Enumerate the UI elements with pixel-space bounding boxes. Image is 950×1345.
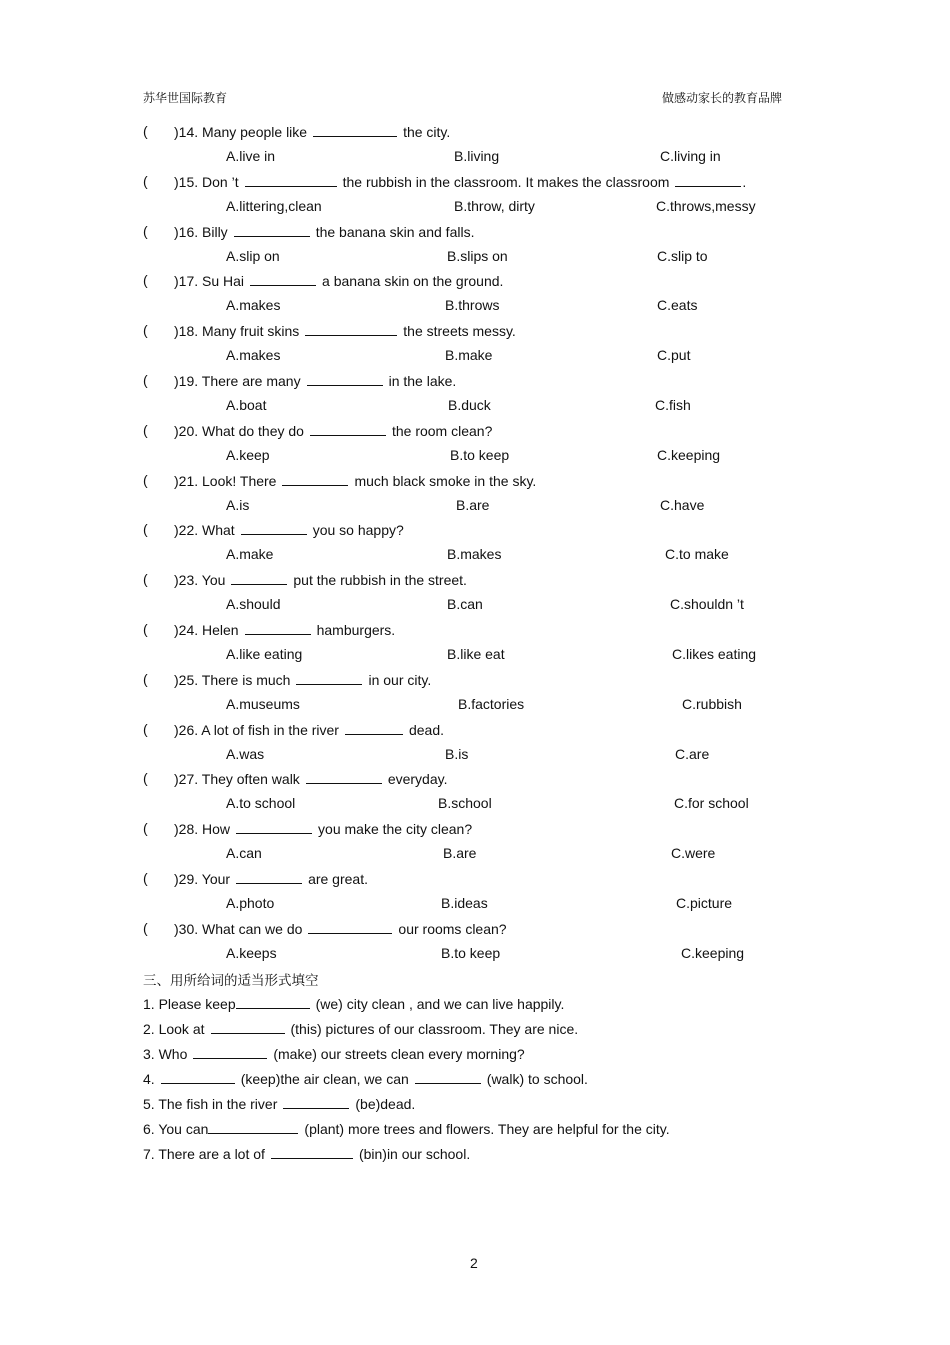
question-text [174, 770, 447, 787]
option-b[interactable]: B.to keep [441, 944, 501, 961]
fill-item [143, 1095, 415, 1115]
option-c[interactable]: C.living in [660, 148, 721, 164]
option-a[interactable]: A.live in [226, 148, 276, 164]
question-post: hamburgers. [316, 622, 396, 638]
answer-blank[interactable] [211, 1020, 285, 1034]
option-a[interactable]: A.keep [226, 446, 270, 463]
question-post: the streets messy. [403, 323, 516, 340]
answer-blank[interactable] [234, 223, 310, 237]
option-a[interactable]: A.can [226, 845, 262, 862]
answer-paren: ( [143, 820, 148, 837]
answer-paren: ( [143, 670, 148, 687]
option-c[interactable]: C.throws,messy [656, 197, 756, 214]
question-post: dead. [408, 721, 445, 738]
option-a[interactable]: A.museums [226, 695, 300, 712]
option-c[interactable]: C.have [660, 496, 705, 513]
option-b[interactable]: B.are [443, 845, 477, 862]
option-a[interactable]: A.to school [226, 795, 296, 812]
answer-blank[interactable] [236, 870, 302, 884]
answer-paren: ( [143, 123, 148, 139]
answer-paren: ( [143, 870, 148, 886]
option-b[interactable]: B.ideas [441, 895, 488, 911]
answer-blank[interactable] [305, 322, 397, 336]
answer-blank[interactable] [236, 820, 312, 834]
answer-blank[interactable] [313, 123, 397, 137]
option-c[interactable]: C.picture [676, 895, 733, 911]
question-text [174, 621, 395, 638]
answer-blank[interactable] [271, 1145, 353, 1159]
section3-title: 三、用所给词的适当形式填空 [143, 973, 319, 989]
option-a[interactable]: A.keeps [226, 944, 277, 961]
question-pre: )21. Look! There [174, 472, 277, 489]
option-a[interactable]: A.make [226, 546, 274, 563]
header-right: 做感动家长的教育品牌 [662, 91, 783, 105]
question-pre: )20. What do they do [174, 422, 304, 439]
answer-paren: ( [143, 322, 148, 339]
question-post: you so happy? [312, 522, 404, 539]
question-text [174, 322, 516, 339]
question-text [174, 521, 404, 538]
question-text [174, 123, 450, 140]
question-text [174, 820, 472, 837]
question-pre: )19. There are many [174, 373, 301, 389]
option-a[interactable]: A.makes [226, 297, 281, 314]
answer-blank[interactable] [310, 422, 386, 436]
option-b[interactable]: B.can [447, 596, 483, 613]
question-pre: )25. There is much [174, 671, 291, 688]
option-c[interactable]: C.are [675, 745, 710, 762]
option-a[interactable]: A.slip on [226, 247, 280, 264]
question-pre: )30. What can we do [174, 920, 303, 937]
fill-pre: 2. Look at [143, 1021, 205, 1037]
answer-paren: ( [143, 421, 148, 438]
answer-paren: ( [143, 372, 148, 388]
answer-blank[interactable] [245, 621, 311, 635]
option-c[interactable]: C.to make [665, 546, 729, 563]
question-post: you make the city clean? [318, 821, 473, 838]
option-b[interactable]: B.duck [448, 397, 491, 413]
option-b[interactable]: B.living [454, 148, 500, 164]
question-post: much black smoke in the sky. [354, 472, 537, 489]
answer-blank[interactable] [415, 1070, 481, 1084]
answer-paren: ( [143, 222, 148, 239]
option-b[interactable]: B.throw, dirty [454, 197, 535, 214]
fill-post: (walk) to school. [486, 1071, 588, 1087]
option-a[interactable]: A.photo [226, 895, 275, 911]
question-post: in our city. [368, 671, 432, 688]
fill-post: (we) city clean , and we can live happily. [315, 996, 565, 1012]
answer-blank[interactable] [306, 770, 382, 784]
answer-blank[interactable] [675, 173, 741, 187]
question-text [174, 671, 431, 688]
question-pre: )29. Your [174, 871, 231, 887]
option-c[interactable]: C.put [657, 347, 691, 364]
answer-paren: ( [143, 720, 148, 737]
answer-blank[interactable] [296, 671, 362, 685]
option-c[interactable]: C.keeping [657, 446, 721, 463]
answer-blank[interactable] [193, 1045, 267, 1059]
option-b[interactable]: B.like eat [447, 646, 505, 662]
option-b[interactable]: B.slips on [447, 247, 508, 264]
option-a[interactable]: A.boat [226, 397, 267, 413]
fill-pre: 7. There are a lot of [143, 1146, 265, 1162]
question-text [174, 422, 492, 439]
fill-mid: (keep)the air clean, we can [240, 1071, 409, 1087]
fill-post: (plant) more trees and flowers. They are helpful for the city. [304, 1121, 670, 1137]
option-a[interactable]: A.like eating [226, 646, 303, 662]
answer-blank[interactable] [231, 571, 287, 585]
question-pre: )16. Billy [174, 223, 228, 240]
question-pre: )18. Many fruit skins [174, 323, 300, 340]
question-text [174, 870, 368, 887]
option-a[interactable]: A.was [226, 745, 265, 762]
question-text [174, 920, 507, 937]
answer-blank[interactable] [307, 372, 383, 386]
option-b[interactable]: B.is [445, 745, 469, 762]
question-text [174, 472, 536, 489]
option-c[interactable]: C.slip to [657, 247, 708, 264]
question-pre: )17. Su Hai [174, 273, 245, 290]
option-a[interactable]: A.is [226, 496, 250, 513]
question-pre: )23. You [174, 572, 226, 589]
answer-paren: ( [143, 172, 148, 189]
fill-item [143, 1145, 470, 1165]
question-post: the city. [403, 124, 451, 140]
answer-paren: ( [143, 571, 148, 588]
answer-blank[interactable] [308, 920, 392, 934]
fill-item [143, 1070, 588, 1090]
question-text [174, 571, 467, 588]
answer-paren: ( [143, 770, 148, 787]
option-b[interactable]: B.throws [445, 297, 500, 314]
answer-paren: ( [143, 471, 148, 488]
question-post: put the rubbish in the street. [293, 572, 467, 589]
answer-blank[interactable] [245, 173, 337, 187]
answer-blank[interactable] [282, 472, 348, 486]
option-c[interactable]: C.were [671, 845, 716, 862]
question-post: are great. [308, 871, 368, 887]
question-text [174, 372, 456, 389]
question-post: a banana skin on the ground. [322, 273, 504, 290]
option-c[interactable]: C.rubbish [682, 695, 742, 712]
fill-item [143, 1020, 578, 1040]
question-text [174, 721, 444, 738]
option-b[interactable]: B.makes [447, 546, 502, 563]
question-pre: )22. What [174, 522, 235, 539]
option-c[interactable]: C.shouldn ’t [670, 596, 744, 613]
fill-pre: 6. You can [143, 1121, 209, 1137]
question-pre: )28. How [174, 821, 231, 838]
question-pre: )26. A lot of fish in the river [174, 721, 339, 738]
question-pre: )15. Don ’t [174, 173, 239, 190]
page-number: 2 [470, 1255, 478, 1271]
fill-post: (make) our streets clean every morning? [273, 1046, 525, 1062]
fill-item [143, 1045, 525, 1065]
option-c[interactable]: C.likes eating [672, 646, 757, 662]
fill-post: (this) pictures of our classroom. They are nice. [290, 1021, 579, 1037]
fill-item [143, 1120, 670, 1140]
option-b[interactable]: B.to keep [450, 446, 510, 463]
fill-pre: 3. Who [143, 1046, 188, 1062]
header-left: 苏华世国际教育 [143, 91, 228, 105]
answer-paren: ( [143, 521, 148, 538]
question-post: our rooms clean? [398, 920, 507, 937]
answer-paren: ( [143, 621, 148, 637]
option-b[interactable]: B.are [456, 496, 490, 513]
option-c[interactable]: C.for school [674, 795, 749, 812]
fill-post: (bin)in our school. [358, 1146, 471, 1162]
fill-pre: 1. Please keep [143, 996, 236, 1012]
question-text [174, 272, 503, 289]
option-b[interactable]: B.school [438, 795, 492, 812]
question-text [174, 223, 474, 240]
question-post: everyday. [387, 771, 448, 788]
answer-blank[interactable] [250, 272, 316, 286]
option-a[interactable]: A.should [226, 596, 281, 613]
answer-blank[interactable] [241, 521, 307, 535]
question-tail: . [742, 173, 747, 190]
answer-blank[interactable] [208, 1120, 298, 1134]
fill-post: (be)dead. [355, 1096, 416, 1112]
question-pre: )27. They often walk [174, 771, 300, 788]
fill-item [143, 995, 564, 1015]
answer-blank[interactable] [161, 1070, 235, 1084]
answer-blank[interactable] [283, 1095, 349, 1109]
answer-blank[interactable] [345, 721, 403, 735]
question-pre: )24. Helen [174, 622, 239, 638]
option-a[interactable]: A.makes [226, 347, 281, 364]
question-post: the banana skin and falls. [315, 223, 475, 240]
option-c[interactable]: C.fish [655, 397, 691, 413]
answer-paren: ( [143, 919, 148, 936]
answer-blank[interactable] [236, 995, 310, 1009]
option-c[interactable]: C.eats [657, 297, 698, 314]
option-b[interactable]: B.factories [458, 695, 525, 712]
fill-pre: 5. The fish in the river [143, 1096, 278, 1112]
question-post: in the lake. [388, 373, 457, 389]
question-post: the rubbish in the classroom. It makes the classroom [342, 173, 670, 190]
option-a[interactable]: A.littering,clean [226, 197, 322, 214]
question-text [174, 173, 746, 190]
question-post: the room clean? [391, 422, 493, 439]
question-pre: )14. Many people like [174, 124, 308, 140]
fill-pre: 4. [143, 1071, 155, 1087]
answer-paren: ( [143, 272, 148, 289]
option-c[interactable]: C.keeping [681, 944, 745, 961]
option-b[interactable]: B.make [445, 347, 493, 364]
